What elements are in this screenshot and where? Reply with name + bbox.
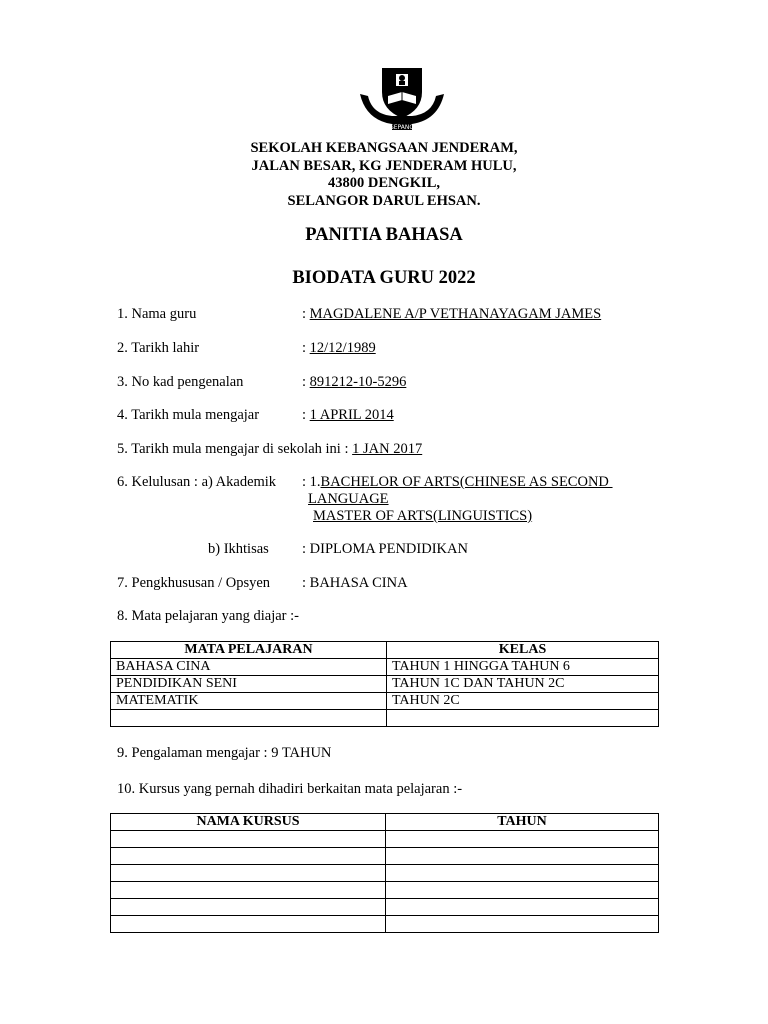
field-nama-value: MAGDALENE A/P VETHANAYAGAM JAMES	[309, 306, 602, 322]
field-ic-label: 3. No kad pengenalan	[117, 374, 244, 390]
school-postcode-line: 43800 DENGKIL,	[328, 175, 440, 191]
field-ikhtisas-value: : DIPLOMA PENDIDIKAN	[302, 541, 468, 557]
table-row	[111, 693, 659, 710]
class-cell: TAHUN 2C	[387, 693, 659, 710]
courses-header-year: TAHUN	[386, 814, 659, 831]
field-nama-label: 1. Nama guru	[117, 306, 197, 322]
course-name-cell	[111, 865, 386, 882]
school-crest-logo	[358, 64, 446, 132]
table-row	[111, 916, 659, 933]
subjects-header-class: KELAS	[387, 642, 659, 659]
field-mula-label: 4. Tarikh mula mengajar	[117, 407, 260, 423]
class-cell: TAHUN 1 HINGGA TAHUN 6	[387, 659, 659, 676]
subject-cell	[111, 710, 387, 727]
table-row	[111, 899, 659, 916]
course-name-cell	[111, 848, 386, 865]
subjects-table	[110, 641, 659, 727]
field-akademik-line3-row	[313, 508, 532, 525]
field-akademik-line3: MASTER OF ARTS(LINGUISTICS)	[313, 508, 533, 524]
table-row	[111, 659, 659, 676]
field-opsyen-value: : BAHASA CINA	[302, 575, 408, 591]
table-row	[111, 831, 659, 848]
subjects-header-row	[111, 642, 659, 659]
school-state-line: SELANGOR DARUL EHSAN.	[287, 192, 481, 209]
field-opsyen-label: 7. Pengkhususan / Opsyen	[117, 575, 271, 591]
table-row	[111, 865, 659, 882]
subject-cell: PENDIDIKAN SENI	[111, 676, 387, 693]
field-lahir-label: 2. Tarikh lahir	[117, 340, 200, 356]
course-name-cell	[111, 831, 386, 848]
field-mula-value: 1 APRIL 2014	[309, 407, 394, 423]
table-row	[111, 710, 659, 727]
field-sekolah	[117, 441, 422, 458]
courses-header-row	[111, 814, 659, 831]
course-name-cell	[111, 882, 386, 899]
field-akademik-line1: BACHELOR OF ARTS(CHINESE AS SECOND	[320, 474, 613, 490]
course-name-cell	[111, 916, 386, 933]
field-sekolah-label: 5. Tarikh mula mengajar di sekolah ini :	[117, 441, 349, 457]
course-year-cell	[386, 865, 659, 882]
field-kursus-label: 10. Kursus yang pernah dihadiri berkaitan mata pelajaran :-	[117, 781, 463, 797]
panitia-heading: PANITIA BAHASA	[305, 225, 463, 245]
course-year-cell	[386, 831, 659, 848]
field-mula-value-wrap: : 1 APRIL 2014	[302, 407, 394, 423]
school-street-line: JALAN BESAR, KG JENDERAM HULU,	[251, 157, 517, 174]
course-year-cell	[386, 848, 659, 865]
class-cell	[387, 710, 659, 727]
table-row	[111, 848, 659, 865]
subject-cell: MATEMATIK	[111, 693, 387, 710]
field-pengalaman: 9. Pengalaman mengajar : 9 TAHUN	[117, 745, 332, 761]
subjects-header-subject: MATA PELAJARAN	[111, 642, 387, 659]
logo-bottom-text: SEPANG	[389, 124, 415, 131]
course-year-cell	[386, 916, 659, 933]
table-row	[111, 882, 659, 899]
field-nama-value-wrap: : MAGDALENE A/P VETHANAYAGAM JAMES	[302, 306, 602, 322]
table-row	[111, 676, 659, 693]
course-year-cell	[386, 882, 659, 899]
field-diajar-label: 8. Mata pelajaran yang diajar :-	[117, 608, 299, 624]
school-address	[0, 140, 768, 210]
courses-table	[110, 813, 659, 933]
field-ikhtisas-label: b) Ikhtisas	[208, 541, 269, 557]
document-title: BIODATA GURU 2022	[292, 268, 476, 288]
course-year-cell	[386, 899, 659, 916]
field-ic-value: 891212-10-5296	[309, 374, 407, 390]
class-cell: TAHUN 1C DAN TAHUN 2C	[387, 676, 659, 693]
field-ic-value-wrap: : 891212-10-5296	[302, 374, 407, 390]
field-akademik-line2-row	[308, 491, 389, 508]
field-kelulusan-label: 6. Kelulusan : a) Akademik	[117, 474, 277, 490]
courses-header-name: NAMA KURSUS	[111, 814, 386, 831]
field-lahir-value: 12/12/1989	[309, 340, 376, 356]
course-name-cell	[111, 899, 386, 916]
field-lahir-value-wrap: : 12/12/1989	[302, 340, 376, 356]
subject-cell: BAHASA CINA	[111, 659, 387, 676]
field-sekolah-value: 1 JAN 2017	[352, 441, 423, 457]
field-akademik-prefix: : 1.	[302, 474, 321, 490]
school-name-line: SEKOLAH KEBANGSAAN JENDERAM,	[250, 140, 518, 156]
field-akademik-line2: LANGUAGE	[308, 491, 389, 507]
field-akademik-value-wrap	[302, 474, 613, 491]
